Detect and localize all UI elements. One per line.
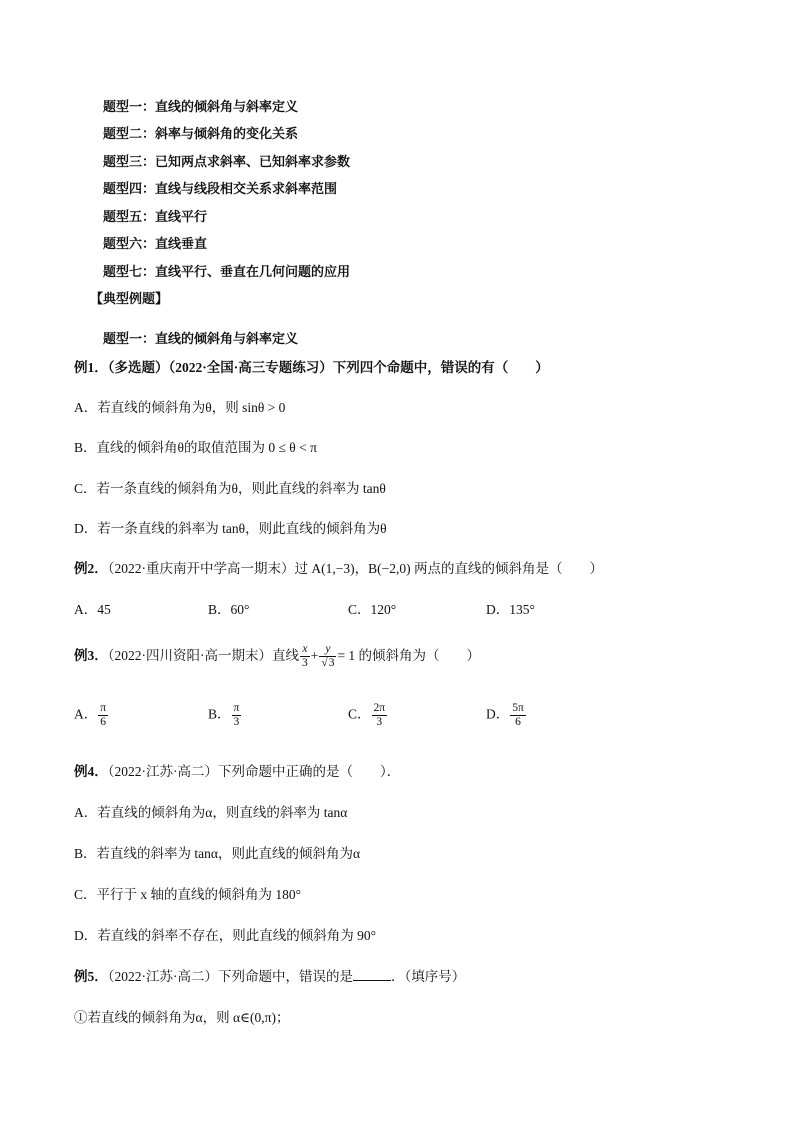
- example-3-label: 例3．: [74, 648, 108, 663]
- example-3-option-b: B． $\frac{\pi}{3}$: [208, 702, 240, 728]
- toc-item-5: 题型五：直线平行: [103, 209, 208, 224]
- toc-item-4: 题型四：直线与线段相交关系求斜率范围: [103, 181, 338, 196]
- answer-blank[interactable]: [353, 968, 391, 981]
- example-1-text: （多选题）（2022·全国·高三专题练习）下列四个命题中，错误的有（ ）: [107, 360, 549, 375]
- example-1-option-c: C．若一条直线的倾斜角为θ，则此直线的斜率为 tanθ: [74, 481, 386, 496]
- toc-item-2: 题型二：斜率与倾斜角的变化关系: [103, 126, 299, 141]
- example-4-text: （2022·江苏·高二）下列命题中正确的是（ ）．: [107, 764, 401, 779]
- example-2-option-d: D．135°: [486, 602, 535, 617]
- example-1-stem: [74, 356, 549, 376]
- example-4-option-d: D．若直线的斜率不存在，则此直线的倾斜角为 90°: [74, 928, 377, 943]
- example-1-option-d: D．若一条直线的斜率为 tanθ，则此直线的倾斜角为θ: [74, 521, 387, 536]
- example-4-stem: [74, 760, 400, 780]
- example-5-item-1: ①若直线的倾斜角为α，则 α∈(0,π)；: [74, 1010, 290, 1025]
- fraction-y-over-sqrt3: $\frac{y}{√3}$: [321, 643, 335, 670]
- example-3-option-d: D． $\frac{5\pi}{6}$: [486, 702, 524, 728]
- example-2-option-b: B．60°: [208, 602, 250, 617]
- toc-item-3: 题型三：已知两点求斜率、已知斜率求参数: [103, 154, 351, 169]
- example-2-text: （2022·重庆南开中学高一期末）过 A(1,−3)，B(−2,0) 两点的直线的倾斜角是（ ）: [107, 561, 603, 576]
- example-3-option-c: C． $\frac{2\pi}{3}$: [348, 702, 386, 728]
- toc-item-7: 题型七：直线平行、垂直在几何问题的应用: [103, 264, 351, 279]
- example-3-option-a: A． $\frac{\pi}{6}$: [74, 702, 107, 728]
- fraction-x-over-3: $\frac{x}{3}$: [302, 643, 308, 670]
- plus-sign: +: [310, 648, 319, 663]
- section-title: 题型一：直线的倾斜角与斜率定义: [103, 331, 299, 346]
- example-5-text-pre: （2022·江苏·高二）下列命题中，错误的是: [107, 969, 353, 984]
- example-3-text-post: = 1 的倾斜角为（ ）: [337, 648, 481, 663]
- example-5-stem: [74, 965, 465, 985]
- toc-item-6: 题型六：直线垂直: [103, 236, 208, 251]
- example-2-option-c: C．120°: [348, 602, 397, 617]
- example-1-option-a: A．若直线的倾斜角为θ，则 sinθ > 0: [74, 400, 286, 415]
- example-3-text-pre: （2022·四川资阳·高一期末）直线: [107, 648, 299, 663]
- example-2-label: 例2．: [74, 561, 108, 576]
- example-2-option-a: A．45: [74, 602, 111, 617]
- section-header: 【典型例题】: [90, 291, 169, 306]
- toc-item-1: 题型一：直线的倾斜角与斜率定义: [103, 99, 299, 114]
- example-4-option-a: A．若直线的倾斜角为α，则直线的斜率为 tanα: [74, 805, 348, 820]
- example-5-label: 例5．: [74, 969, 108, 984]
- example-5-text-post: ．（填序号）: [391, 969, 466, 984]
- example-2-stem: [74, 557, 603, 577]
- example-4-option-c: C．平行于 x 轴的直线的倾斜角为 180°: [74, 887, 302, 902]
- example-3-stem: [74, 640, 480, 672]
- example-4-label: 例4．: [74, 764, 108, 779]
- example-1-option-b: B．直线的倾斜角θ的取值范围为 0 ≤ θ < π: [74, 440, 317, 455]
- example-4-option-b: B．若直线的斜率为 tanα，则此直线的倾斜角为α: [74, 846, 361, 861]
- example-1-label: 例1．: [74, 360, 108, 375]
